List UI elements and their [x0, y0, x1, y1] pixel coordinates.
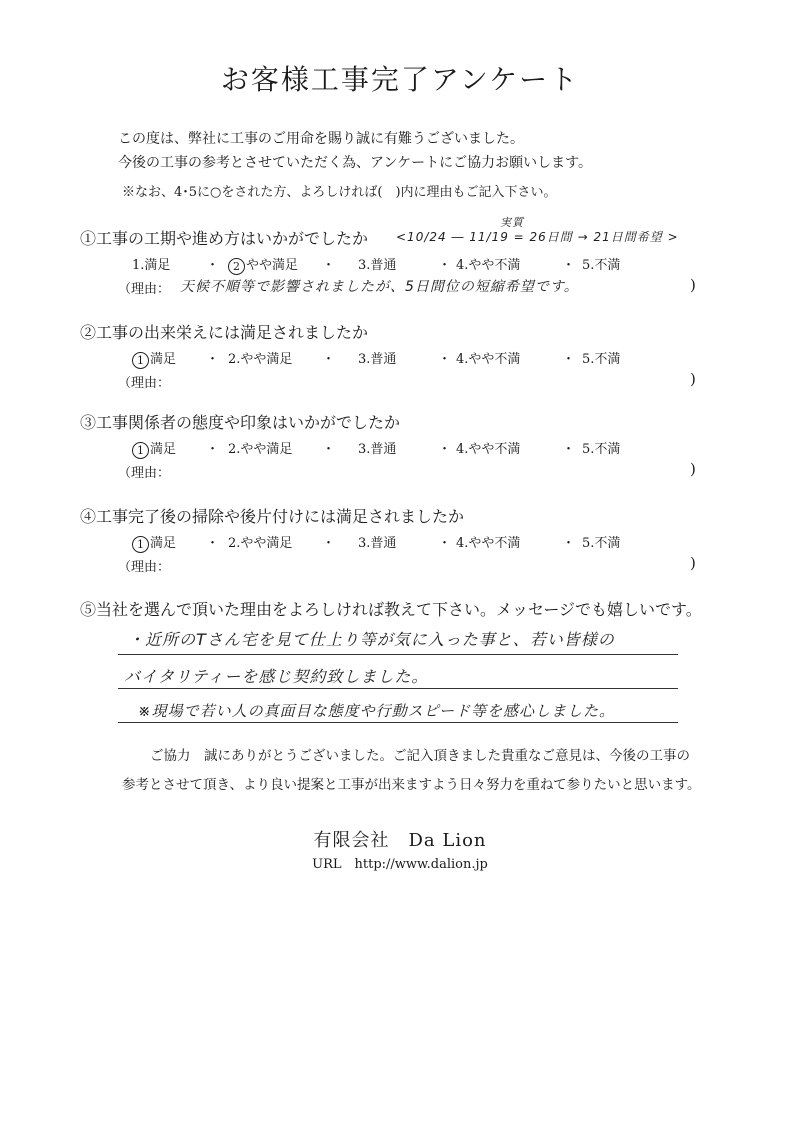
option-separator: ・ [562, 352, 576, 367]
option-separator: ・ [322, 352, 336, 367]
selected-circle-mark: 2 [228, 258, 245, 275]
selected-circle-mark: 1 [132, 352, 149, 369]
handwritten-schedule-note: <10/24 ― 11/19 = 26日間 → 21日間希望 > [396, 230, 679, 244]
reason-label: （理由： [118, 282, 171, 297]
option-separator: ・ [438, 442, 452, 457]
option-separator: ・ [438, 258, 452, 273]
rating-option-label: 4.やや不満 [456, 258, 521, 273]
rating-option[interactable] [132, 254, 170, 273]
rating-option[interactable] [582, 348, 620, 367]
rating-option-label: 満足 [150, 442, 177, 457]
option-separator: ・ [206, 258, 220, 273]
option-separator: ・ [562, 258, 576, 273]
rating-option-label: 4.やや不満 [456, 352, 521, 367]
rating-option[interactable] [456, 348, 520, 367]
rating-option[interactable] [358, 532, 396, 551]
rating-option[interactable] [358, 254, 396, 273]
message-rule-1 [118, 654, 678, 655]
selected-circle-mark: 1 [132, 536, 149, 553]
option-separator: ・ [206, 536, 220, 551]
rating-option[interactable] [582, 532, 620, 551]
selected-circle-mark: 1 [132, 442, 149, 459]
handwritten-reason: 天候不順等で影響されましたが、5日間位の短縮希望です。 [180, 279, 579, 295]
rating-option[interactable] [228, 348, 292, 367]
q5-handwritten-line-1: ・近所のTさん宅を見て仕上り等が気に入った事と、若い皆様の [128, 630, 615, 649]
option-separator: ・ [322, 442, 336, 457]
reason-label: （理由： [118, 560, 171, 575]
rating-option-label: 5.不満 [582, 536, 621, 551]
reason-close-paren: ) [690, 554, 696, 572]
rating-option-label: 3.普通 [358, 442, 397, 457]
intro-line-1: この度は、弊社に工事のご用命を賜り誠に有難うございました。 [118, 131, 524, 147]
option-separator: ・ [438, 352, 452, 367]
company-name: 有限会社 Da Lion [313, 830, 487, 851]
rating-option-label: 5.不満 [582, 352, 621, 367]
rating-option[interactable] [456, 438, 520, 457]
rating-option[interactable] [132, 348, 176, 369]
rating-option[interactable] [456, 254, 520, 273]
option-separator: ・ [322, 536, 336, 551]
handwritten-note-small: 実質 [500, 216, 524, 229]
rating-option-label: 5.不満 [582, 258, 621, 273]
company-url: URL http://www.dalion.jp [312, 857, 488, 872]
rating-option[interactable] [582, 438, 620, 457]
page-title: お客様工事完了アンケート [220, 63, 580, 96]
question-title: ③工事関係者の態度や印象はいかがでしたか [80, 413, 401, 432]
option-separator: ・ [206, 442, 220, 457]
reason-label: （理由： [118, 466, 171, 481]
question-title: ②工事の出来栄えには満足されましたか [80, 323, 369, 342]
rating-option[interactable] [582, 254, 620, 273]
rating-option[interactable] [358, 438, 396, 457]
rating-option[interactable] [228, 254, 298, 275]
option-separator: ・ [206, 352, 220, 367]
rating-option[interactable] [132, 532, 176, 553]
question-title: ①工事の工期や進め方はいかがでしたか [80, 229, 369, 248]
rating-option[interactable] [228, 438, 292, 457]
rating-option[interactable] [358, 348, 396, 367]
option-separator: ・ [562, 536, 576, 551]
reason-close-paren: ) [690, 276, 696, 294]
rating-option-label: 満足 [150, 352, 177, 367]
closing-line-2: 参考とさせて頂き、より良い提案と工事が出来ますよう日々努力を重ねて参りたいと思います。 [122, 777, 701, 793]
closing-line-1: ご協力 誠にありがとうございました。ご記入頂きました貴重なご意見は、今後の工事の [150, 748, 690, 764]
rating-option-label: 2.やや満足 [228, 352, 293, 367]
q5-handwritten-line-3: ※現場で若い人の真面目な態度や行動スピード等を感心しました。 [138, 702, 615, 720]
rating-option-label: 2.やや満足 [228, 536, 293, 551]
rating-option-label: 3.普通 [358, 352, 397, 367]
message-rule-3 [118, 722, 678, 723]
rating-option-label: 4.やや不満 [456, 442, 521, 457]
q5-handwritten-line-2: バイタリティーを感じ契約致しました。 [124, 667, 429, 686]
rating-option-label: 4.やや不満 [456, 536, 521, 551]
rating-option-label: 満足 [150, 536, 177, 551]
option-separator: ・ [562, 442, 576, 457]
rating-option-label: 5.不満 [582, 442, 621, 457]
intro-line-2: 今後の工事の参考とさせていただく為、アンケートにご協力お願いします。 [118, 155, 593, 171]
rating-option-label: 1.満足 [132, 258, 171, 273]
message-rule-2 [118, 688, 678, 689]
option-separator: ・ [438, 536, 452, 551]
reason-close-paren: ) [690, 370, 696, 388]
rating-option-label: やや満足 [246, 258, 299, 273]
option-separator: ・ [322, 258, 336, 273]
intro-note: ※なお、4･5に○をされた方、よろしければ( )内に理由もご記入下さい。 [122, 185, 557, 200]
rating-option-label: 3.普通 [358, 258, 397, 273]
reason-label: （理由： [118, 376, 171, 391]
rating-option[interactable] [456, 532, 520, 551]
rating-option[interactable] [132, 438, 176, 459]
q5-title: ⑤当社を選んで頂いた理由をよろしければ教えて下さい。メッセージでも嬉しいです。 [80, 600, 702, 619]
reason-close-paren: ) [690, 460, 696, 478]
question-title: ④工事完了後の掃除や後片付けには満足されましたか [80, 507, 465, 526]
rating-option-label: 2.やや満足 [228, 442, 293, 457]
rating-option-label: 3.普通 [358, 536, 397, 551]
rating-option[interactable] [228, 532, 292, 551]
